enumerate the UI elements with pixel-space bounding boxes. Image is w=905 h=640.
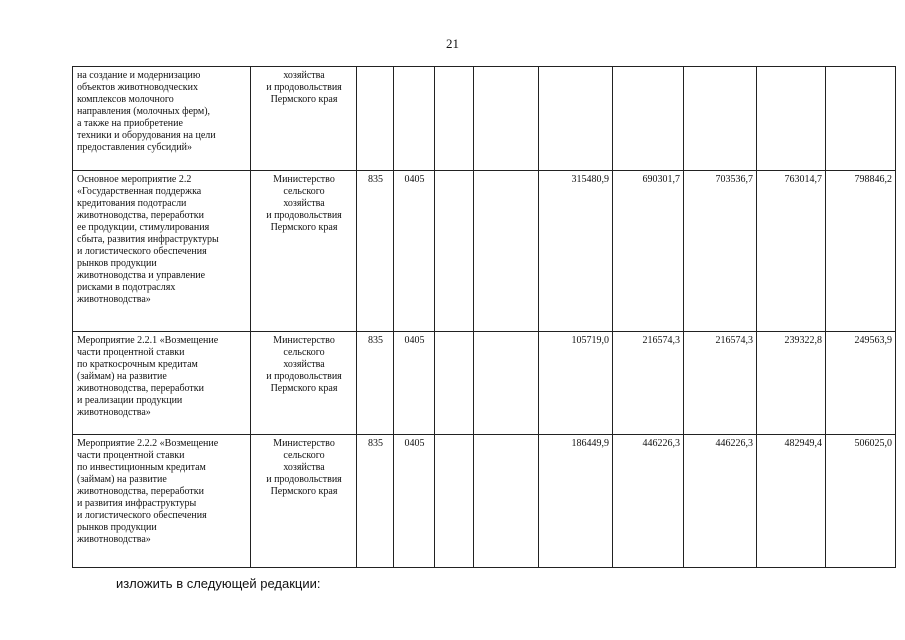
csr-cell bbox=[435, 171, 474, 332]
value-cell-5: 506025,0 bbox=[826, 435, 896, 568]
table-row bbox=[73, 171, 896, 332]
table-row bbox=[73, 67, 896, 171]
value-cell-1: 186449,9 bbox=[539, 435, 613, 568]
csr-cell bbox=[435, 67, 474, 171]
grbs-cell: 835 bbox=[357, 171, 394, 332]
executor-cell: Министерство сельского хозяйства и продовольствия Пермского края bbox=[251, 435, 357, 568]
executor-cell: Министерство сельского хозяйства и продовольствия Пермского края bbox=[251, 332, 357, 435]
value-cell-1 bbox=[539, 67, 613, 171]
grbs-cell: 835 bbox=[357, 435, 394, 568]
rzpr-cell bbox=[394, 67, 435, 171]
grbs-cell bbox=[357, 67, 394, 171]
value-cell-2: 690301,7 bbox=[613, 171, 684, 332]
table-row bbox=[73, 332, 896, 435]
rzpr-cell: 0405 bbox=[394, 435, 435, 568]
value-cell-3: 703536,7 bbox=[684, 171, 757, 332]
value-cell-4: 482949,4 bbox=[757, 435, 826, 568]
amendment-text: изложить в следующей редакции: bbox=[116, 576, 321, 591]
csr-cell bbox=[435, 435, 474, 568]
value-cell-2: 216574,3 bbox=[613, 332, 684, 435]
vr-cell bbox=[474, 171, 539, 332]
value-cell-5: 249563,9 bbox=[826, 332, 896, 435]
value-cell-5: 798846,2 bbox=[826, 171, 896, 332]
value-cell-5 bbox=[826, 67, 896, 171]
event-name-cell: Мероприятие 2.2.1 «Возмещение части процентной ставки по краткосрочным кредитам (займам) на развитие животноводства, переработки и реализации продукции животноводства» bbox=[73, 332, 251, 435]
executor-cell: хозяйства и продовольствия Пермского края bbox=[251, 67, 357, 171]
csr-cell bbox=[435, 332, 474, 435]
budget-table bbox=[72, 66, 896, 568]
vr-cell bbox=[474, 332, 539, 435]
event-name-cell: на создание и модернизацию объектов животноводческих комплексов молочного направления (молочных ферм), а также на приобретение техники и оборудования на цели предоставления субсидий» bbox=[73, 67, 251, 171]
value-cell-1: 105719,0 bbox=[539, 332, 613, 435]
event-name-cell: Основное мероприятие 2.2 «Государственная поддержка кредитования подотрасли животноводства, переработки ее продукции, стимулирования сбыта, развития инфраструктуры и логистического обеспечения рынков продукции животноводства и управление рисками в подотраслях животноводства» bbox=[73, 171, 251, 332]
page-number: 21 bbox=[446, 36, 459, 51]
value-cell-3: 216574,3 bbox=[684, 332, 757, 435]
table-row bbox=[73, 435, 896, 568]
vr-cell bbox=[474, 435, 539, 568]
value-cell-4 bbox=[757, 67, 826, 171]
vr-cell bbox=[474, 67, 539, 171]
value-cell-2 bbox=[613, 67, 684, 171]
value-cell-4: 763014,7 bbox=[757, 171, 826, 332]
rzpr-cell: 0405 bbox=[394, 332, 435, 435]
grbs-cell: 835 bbox=[357, 332, 394, 435]
event-name-cell: Мероприятие 2.2.2 «Возмещение части процентной ставки по инвестиционным кредитам (займам) на развитие животноводства, переработки и развития инфраструктуры и логистического обеспечения рынков продукции животноводства» bbox=[73, 435, 251, 568]
value-cell-1: 315480,9 bbox=[539, 171, 613, 332]
value-cell-2: 446226,3 bbox=[613, 435, 684, 568]
value-cell-3 bbox=[684, 67, 757, 171]
value-cell-3: 446226,3 bbox=[684, 435, 757, 568]
rzpr-cell: 0405 bbox=[394, 171, 435, 332]
executor-cell: Министерство сельского хозяйства и продовольствия Пермского края bbox=[251, 171, 357, 332]
value-cell-4: 239322,8 bbox=[757, 332, 826, 435]
